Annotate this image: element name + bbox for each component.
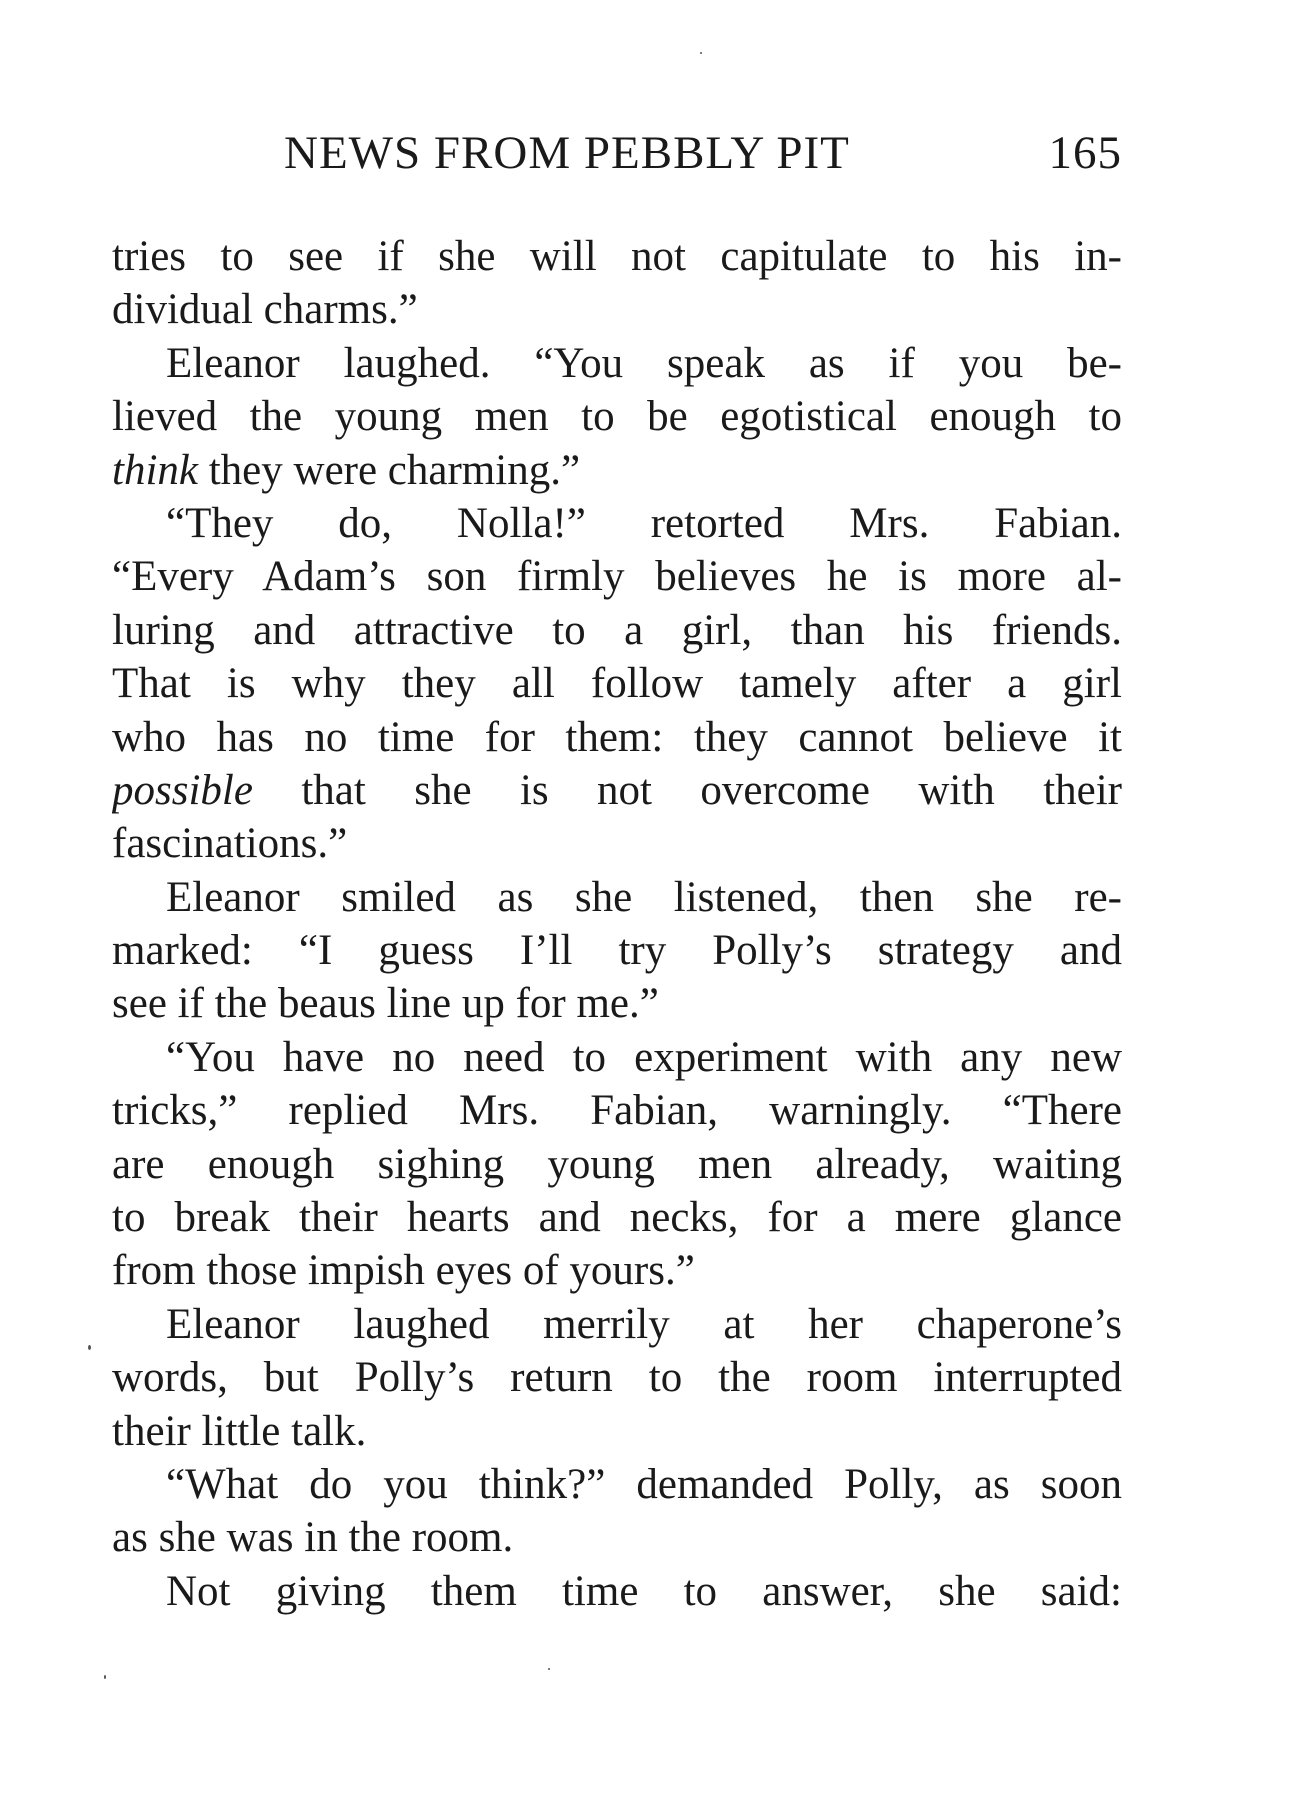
text-line: tries to see if she will not capitulate to his in-	[112, 233, 1122, 280]
body-text	[112, 230, 1122, 1618]
text-line: “What do you think?” demanded Polly, as soon	[166, 1460, 1122, 1508]
text-line: fascinations.”	[112, 820, 348, 868]
text-line: “You have no need to experiment with any new	[166, 1033, 1122, 1081]
page-number: 165	[1048, 127, 1122, 179]
text-line	[112, 444, 1122, 497]
text-line: as she was in the room.	[112, 1514, 514, 1562]
text-line: Not giving them time to answer, she said:	[166, 1567, 1122, 1615]
text-line: Eleanor laughed merrily at her chaperone’s	[166, 1300, 1122, 1348]
text-line: marked: “I guess I’ll try Polly’s strategy and	[112, 927, 1122, 975]
text-line: see if the beaus line up for me.”	[112, 980, 659, 1028]
italic-text: possible	[112, 766, 253, 814]
text-line: from those impish eyes of yours.”	[112, 1247, 695, 1295]
text-line: dividual charms.”	[112, 286, 418, 334]
italic-text: think	[112, 446, 198, 494]
scan-speck	[548, 1668, 550, 1670]
scan-speck	[700, 52, 702, 54]
running-head	[112, 126, 1122, 186]
text-line: words, but Polly’s return to the room interrupted	[112, 1354, 1122, 1402]
text-line: to break their hearts and necks, for a mere glance	[112, 1194, 1122, 1242]
text-line: their little talk.	[112, 1407, 367, 1455]
scan-speck	[88, 1345, 91, 1350]
text-line: who has no time for them: they cannot believe it	[112, 713, 1122, 761]
text-line: luring and attractive to a girl, than his friends.	[112, 606, 1122, 654]
text-line: lieved the young men to be egotistical enough to	[112, 393, 1122, 441]
scan-speck	[104, 1675, 106, 1679]
text-line: “Every Adam’s son firmly believes he is more al-	[112, 553, 1122, 601]
running-title: NEWS FROM PEBBLY PIT	[284, 127, 850, 179]
text-line: Eleanor laughed. “You speak as if you be-	[166, 339, 1122, 387]
text-line: are enough sighing young men already, waiting	[112, 1140, 1122, 1188]
text-segment: that she is not overcome with their	[252, 766, 1122, 814]
text-line	[112, 764, 1122, 817]
text-segment: they were charming.”	[197, 446, 581, 494]
text-line: “They do, Nolla!” retorted Mrs. Fabian.	[166, 499, 1122, 547]
text-line: That is why they all follow tamely after a girl	[112, 660, 1122, 708]
text-line: Eleanor smiled as she listened, then she re-	[166, 873, 1122, 921]
text-line: tricks,” replied Mrs. Fabian, warningly. “There	[112, 1087, 1122, 1135]
